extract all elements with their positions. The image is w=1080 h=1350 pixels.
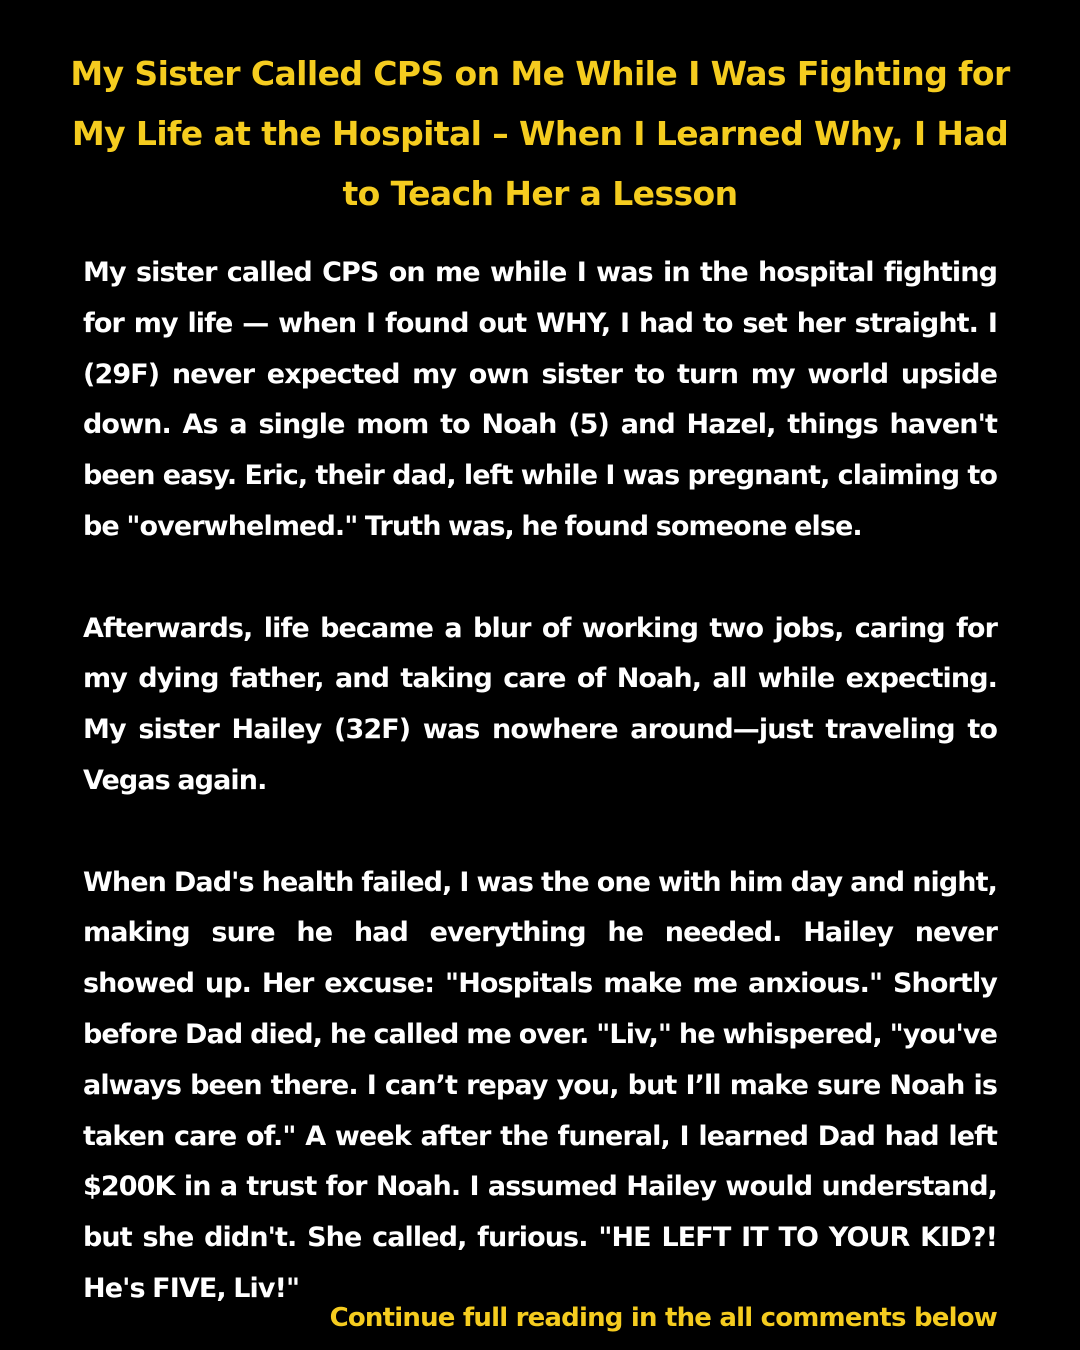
story-body: [83, 248, 997, 1304]
headline: My Sister Called CPS on Me While I Was Fighting for My Life at the Hospital – When I Learned Why, I Had to Teach Her a Lesson: [70, 54, 1010, 213]
continue-reading-link[interactable]: Continue full reading in the all comments below: [329, 1303, 997, 1333]
story-paragraph-2: Afterwards, life became a blur of working two jobs, caring for my dying father, and taking care of Noah, all while expecting. My sister Hailey (32F) was nowhere around—just traveling to Vegas again.: [83, 612, 997, 796]
story-paragraph-1: My sister called CPS on me while I was in the hospital fighting for my life — when I found out WHY, I had to set her straight. I (29F) never expected my own sister to turn my world upside down. As a single mom to Noah (5) and Hazel, things haven't been easy. Eric, their dad, left while I was pregnant, claiming to be "overwhelmed." Truth was, he found someone else.: [83, 257, 997, 542]
story-paragraph-3: When Dad's health failed, I was the one with him day and night, making sure he had everything he needed. Hailey never showed up. Her excuse: "Hospitals make me anxious." Shortly before Dad died, he called me over. "Liv," he whispered, "you've always been there. I can’t repay you, but I’ll make sure Noah is taken care of." A week after the funeral, I learned Dad had left $200K in a trust for Noah. I assumed Hailey would understand, but she didn't. She called, furious. "HE LEFT IT TO YOUR KID?! He's FIVE, Liv!": [83, 866, 997, 1304]
